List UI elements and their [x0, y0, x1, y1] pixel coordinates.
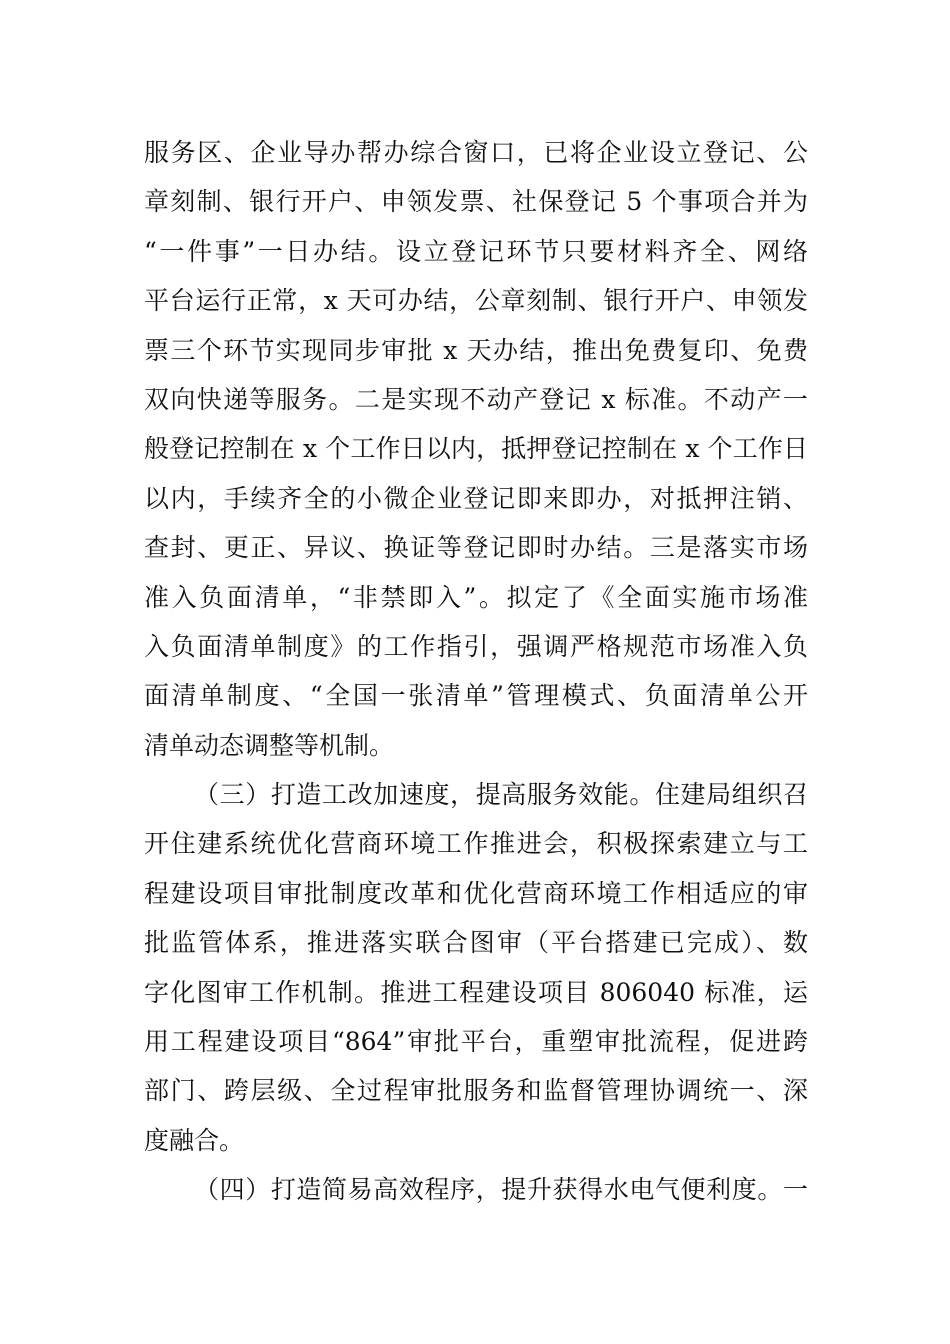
text-line: 服务区、企业导办帮办综合窗口，已将企业设立登记、公	[144, 138, 808, 167]
text-line: 双向快递等服务。二是实现不动产登记 x 标准。不动产一	[144, 384, 808, 414]
text-line: 开住建系统优化营商环境工作推进会，积极探索建立与工	[144, 829, 808, 859]
text-line: 查封、更正、异议、换证等登记即时办结。三是落实市场	[144, 533, 808, 563]
text-line: 度融合。	[144, 1125, 245, 1155]
text-line: 准入负面清单，“非禁即入”。拟定了《全面实施市场准	[144, 582, 808, 612]
text-line: 用工程建设项目“864”审批平台，重塑审批流程，促进跨	[144, 1027, 808, 1057]
text-line: 清单动态调整等机制。	[144, 730, 395, 760]
text-line: 入负面清单制度》的工作指引，强调严格规范市场准入负	[144, 631, 808, 661]
text-line: 以内，手续齐全的小微企业登记即来即办，对抵押注销、	[144, 483, 808, 513]
text-line: 般登记控制在 x 个工作日以内，抵押登记控制在 x 个工作日	[144, 434, 808, 464]
text-line: 程建设项目审批制度改革和优化营商环境工作相适应的审	[144, 878, 808, 908]
section-heading-line: （三）打造工改加速度，提高服务效能。住建局组织召	[194, 780, 808, 810]
text-line: 平台运行正常，x 天可办结，公章刻制、银行开户、申领发	[144, 286, 808, 316]
text-line: 票三个环节实现同步审批 x 天办结，推出免费复印、免费	[144, 335, 808, 365]
text-line: 批监管体系，推进落实联合图审（平台搭建已完成）、数	[144, 928, 808, 958]
text-line: 字化图审工作机制。推进工程建设项目 806040 标准，运	[144, 977, 808, 1007]
text-line: 部门、跨层级、全过程审批服务和监督管理协调统一、深	[144, 1076, 808, 1106]
text-line: 章刻制、银行开户、申领发票、社保登记 5 个事项合并为	[144, 187, 808, 217]
section-heading-line: （四）打造简易高效程序，提升获得水电气便利度。一	[194, 1175, 808, 1205]
document-body	[144, 128, 808, 1215]
text-line: “一件事”一日办结。设立登记环节只要材料齐全、网络	[144, 236, 808, 266]
text-line: 面清单制度、“全国一张清单”管理模式、负面清单公开	[144, 681, 808, 711]
